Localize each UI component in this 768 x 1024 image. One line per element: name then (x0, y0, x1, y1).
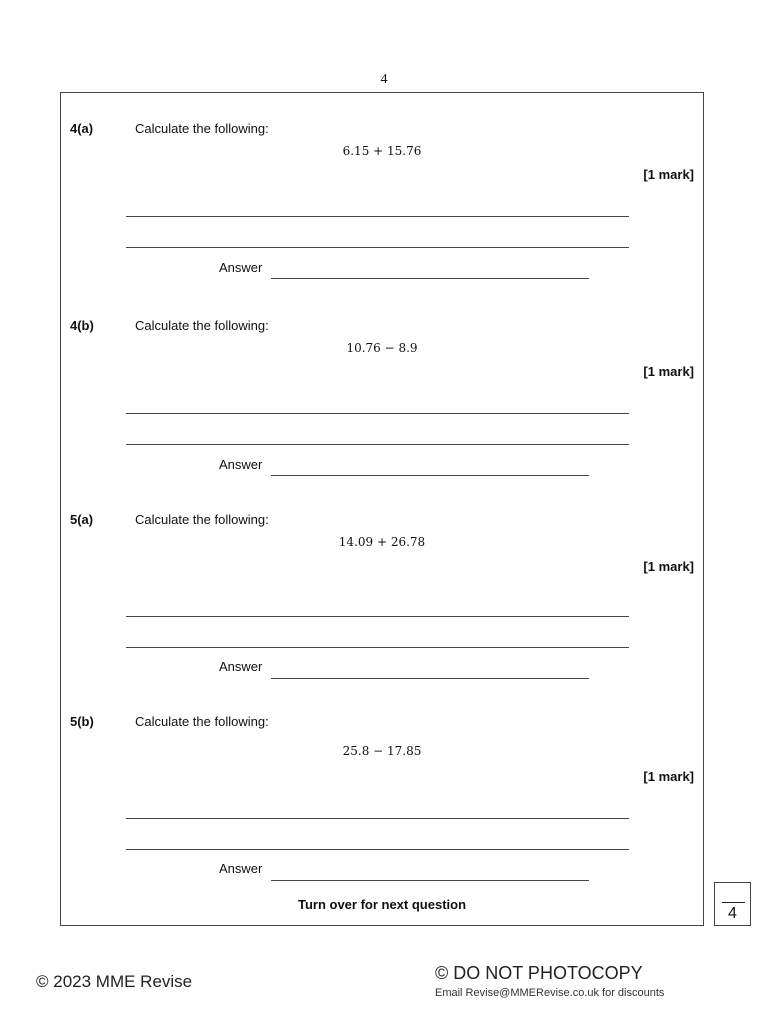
marks-label: [1 mark] (643, 559, 694, 574)
marks-label: [1 mark] (643, 167, 694, 182)
working-line[interactable] (126, 444, 629, 445)
question-number: 5(b) (70, 714, 94, 729)
working-line[interactable] (126, 647, 629, 648)
answer-label: Answer (219, 659, 263, 674)
answer-line[interactable] (271, 278, 589, 279)
question-number: 4(a) (70, 121, 94, 136)
question-expression: 25.8 − 17.85 (342, 744, 422, 758)
question-prompt: Calculate the following: (135, 512, 269, 527)
marks-label: [1 mark] (643, 769, 694, 784)
score-value: 4 (728, 905, 737, 922)
answer-label: Answer (219, 260, 263, 275)
question-prompt: Calculate the following: (135, 714, 269, 729)
question-prompt: Calculate the following: (135, 318, 269, 333)
score-box (714, 882, 751, 926)
question-expression: 6.15 + 15.76 (342, 144, 422, 158)
copyright-notice: © 2023 MME Revise (36, 972, 193, 991)
marks-label: [1 mark] (643, 364, 694, 379)
working-line[interactable] (126, 849, 629, 850)
answer-line[interactable] (271, 475, 589, 476)
working-line[interactable] (126, 818, 629, 819)
answer-label: Answer (219, 861, 263, 876)
answer-label: Answer (219, 457, 263, 472)
working-line[interactable] (126, 247, 629, 248)
working-line[interactable] (126, 216, 629, 217)
do-not-photocopy-notice: © DO NOT PHOTOCOPY (435, 963, 643, 983)
question-prompt: Calculate the following: (135, 121, 269, 136)
score-divider (722, 902, 745, 903)
turn-over-note: Turn over for next question (297, 897, 467, 912)
question-frame (60, 92, 704, 926)
question-expression: 10.76 − 8.9 (346, 341, 418, 355)
working-line[interactable] (126, 616, 629, 617)
question-expression: 14.09 + 26.78 (338, 535, 426, 549)
page-number: 4 (380, 72, 388, 87)
discount-email-note: Email Revise@MMERevise.co.uk for discounts (435, 987, 665, 999)
question-number: 4(b) (70, 318, 94, 333)
question-number: 5(a) (70, 512, 94, 527)
answer-line[interactable] (271, 880, 589, 881)
working-line[interactable] (126, 413, 629, 414)
answer-line[interactable] (271, 678, 589, 679)
